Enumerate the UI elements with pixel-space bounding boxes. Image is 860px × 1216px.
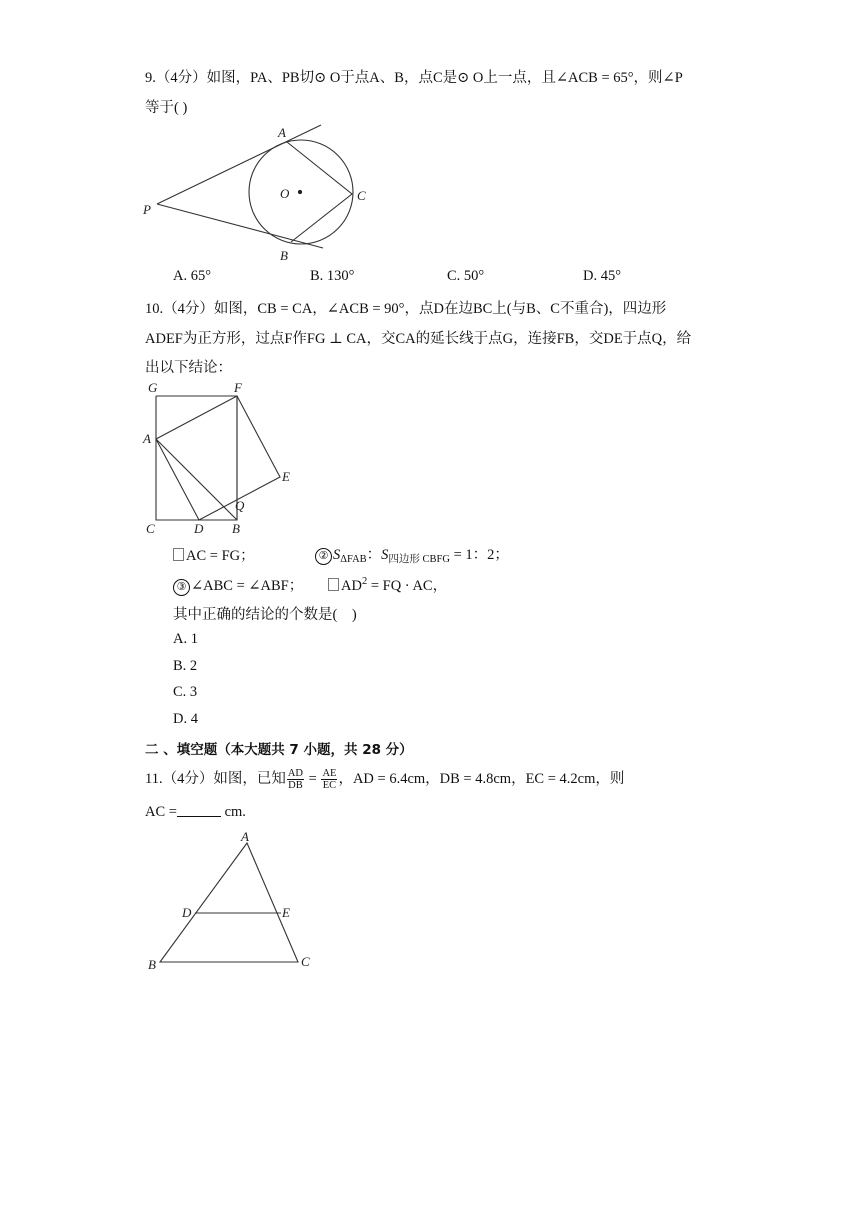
q9-figure (140, 118, 380, 268)
fraction-ad-db: $\frac{AD}{DB}$ (287, 768, 304, 792)
center-o (298, 190, 301, 193)
line-pa (157, 125, 321, 204)
q11-stem-line1: 11.（4分）如图，已知 $\frac{AD}{DB}$ = $\frac{AE}{EC}$ ，AD = 6.4cm，DB = 4.8cm，EC = 4.2cm，则 (145, 768, 625, 792)
label-a: A (143, 431, 151, 446)
label-d: D (194, 521, 204, 536)
q10-figure (140, 380, 300, 540)
q10-conclusion-2: ② $S_{\Delta FAB}$：$S_{四边形 CBFG} = 1$：2； (315, 543, 509, 566)
q10-option-b: B. 2 (173, 658, 198, 674)
label-g: G (148, 380, 158, 395)
label-c: C (146, 521, 155, 536)
q10-stem-line1: 10.（4分）如图，CB = CA，∠ACB = 90°，点D在边BC上(与B、C不重合)，四边形 (145, 301, 667, 317)
triangle-abc (160, 843, 298, 962)
q10-conclusion-4: $AD^2$ = FQ · AC， (328, 574, 447, 595)
label-a: A (241, 829, 249, 844)
label-e: E (282, 905, 290, 920)
label-e: E (282, 469, 290, 484)
q10-ask: 其中正确的结论的个数是( ) (173, 607, 357, 623)
q10-conclusion-3: ③ ∠ABC = ∠ABF； (173, 574, 303, 596)
label-d: D (182, 905, 192, 920)
q11-stem-line2: AC = cm. (145, 804, 246, 820)
q10-stem-line2: ADEF为正方形，过点F作FG ⊥ CA，交CA的延长线于点G，连接FB，交DE于点Q，给 (145, 331, 692, 347)
q9-option-c: C. 50° (447, 268, 485, 284)
q9-stem-line2: 等于( ) (145, 100, 188, 116)
q11-figure (140, 828, 330, 978)
answer-blank[interactable] (177, 804, 221, 817)
fraction-ae-ec: $\frac{AE}{EC}$ (322, 768, 337, 792)
q10-option-a: A. 1 (173, 631, 198, 647)
q9-option-a: A. 65° (173, 268, 212, 284)
missing-glyph-icon (173, 548, 184, 561)
label-b: B (148, 957, 156, 972)
line-ab (156, 439, 237, 520)
q9-stem-line1: 9.（4分）如图，PA、PB切⊙ O于点A、B，点C是⊙ O上一点，且∠ACB = 65°，则∠P (145, 70, 683, 86)
label-b: B (232, 521, 240, 536)
circled-number: ② (315, 548, 332, 565)
q10-option-d: D. 4 (173, 711, 198, 727)
rect-gcbf (156, 396, 237, 520)
q10-stem-line3: 出以下结论： (145, 360, 232, 376)
q10-conclusion-1: AC = FG； (173, 544, 255, 565)
label-o: O (280, 186, 290, 201)
label-p: P (143, 202, 151, 217)
missing-glyph-icon (328, 578, 339, 591)
q9-option-d: D. 45° (583, 268, 622, 284)
label-b: B (280, 248, 288, 263)
q10-option-c: C. 3 (173, 684, 198, 700)
q9-option-b: B. 130° (310, 268, 355, 284)
section-heading-fill-in: 二 、填空题（本大题共 7 小题，共 28 分） (145, 742, 413, 758)
label-c: C (301, 954, 310, 969)
line-pb (157, 204, 323, 248)
label-f: F (234, 380, 242, 395)
chords-acb (287, 142, 352, 242)
label-a: A (278, 125, 286, 140)
circled-number: ③ (173, 579, 190, 596)
label-c: C (357, 188, 366, 203)
label-q: Q (235, 498, 245, 513)
